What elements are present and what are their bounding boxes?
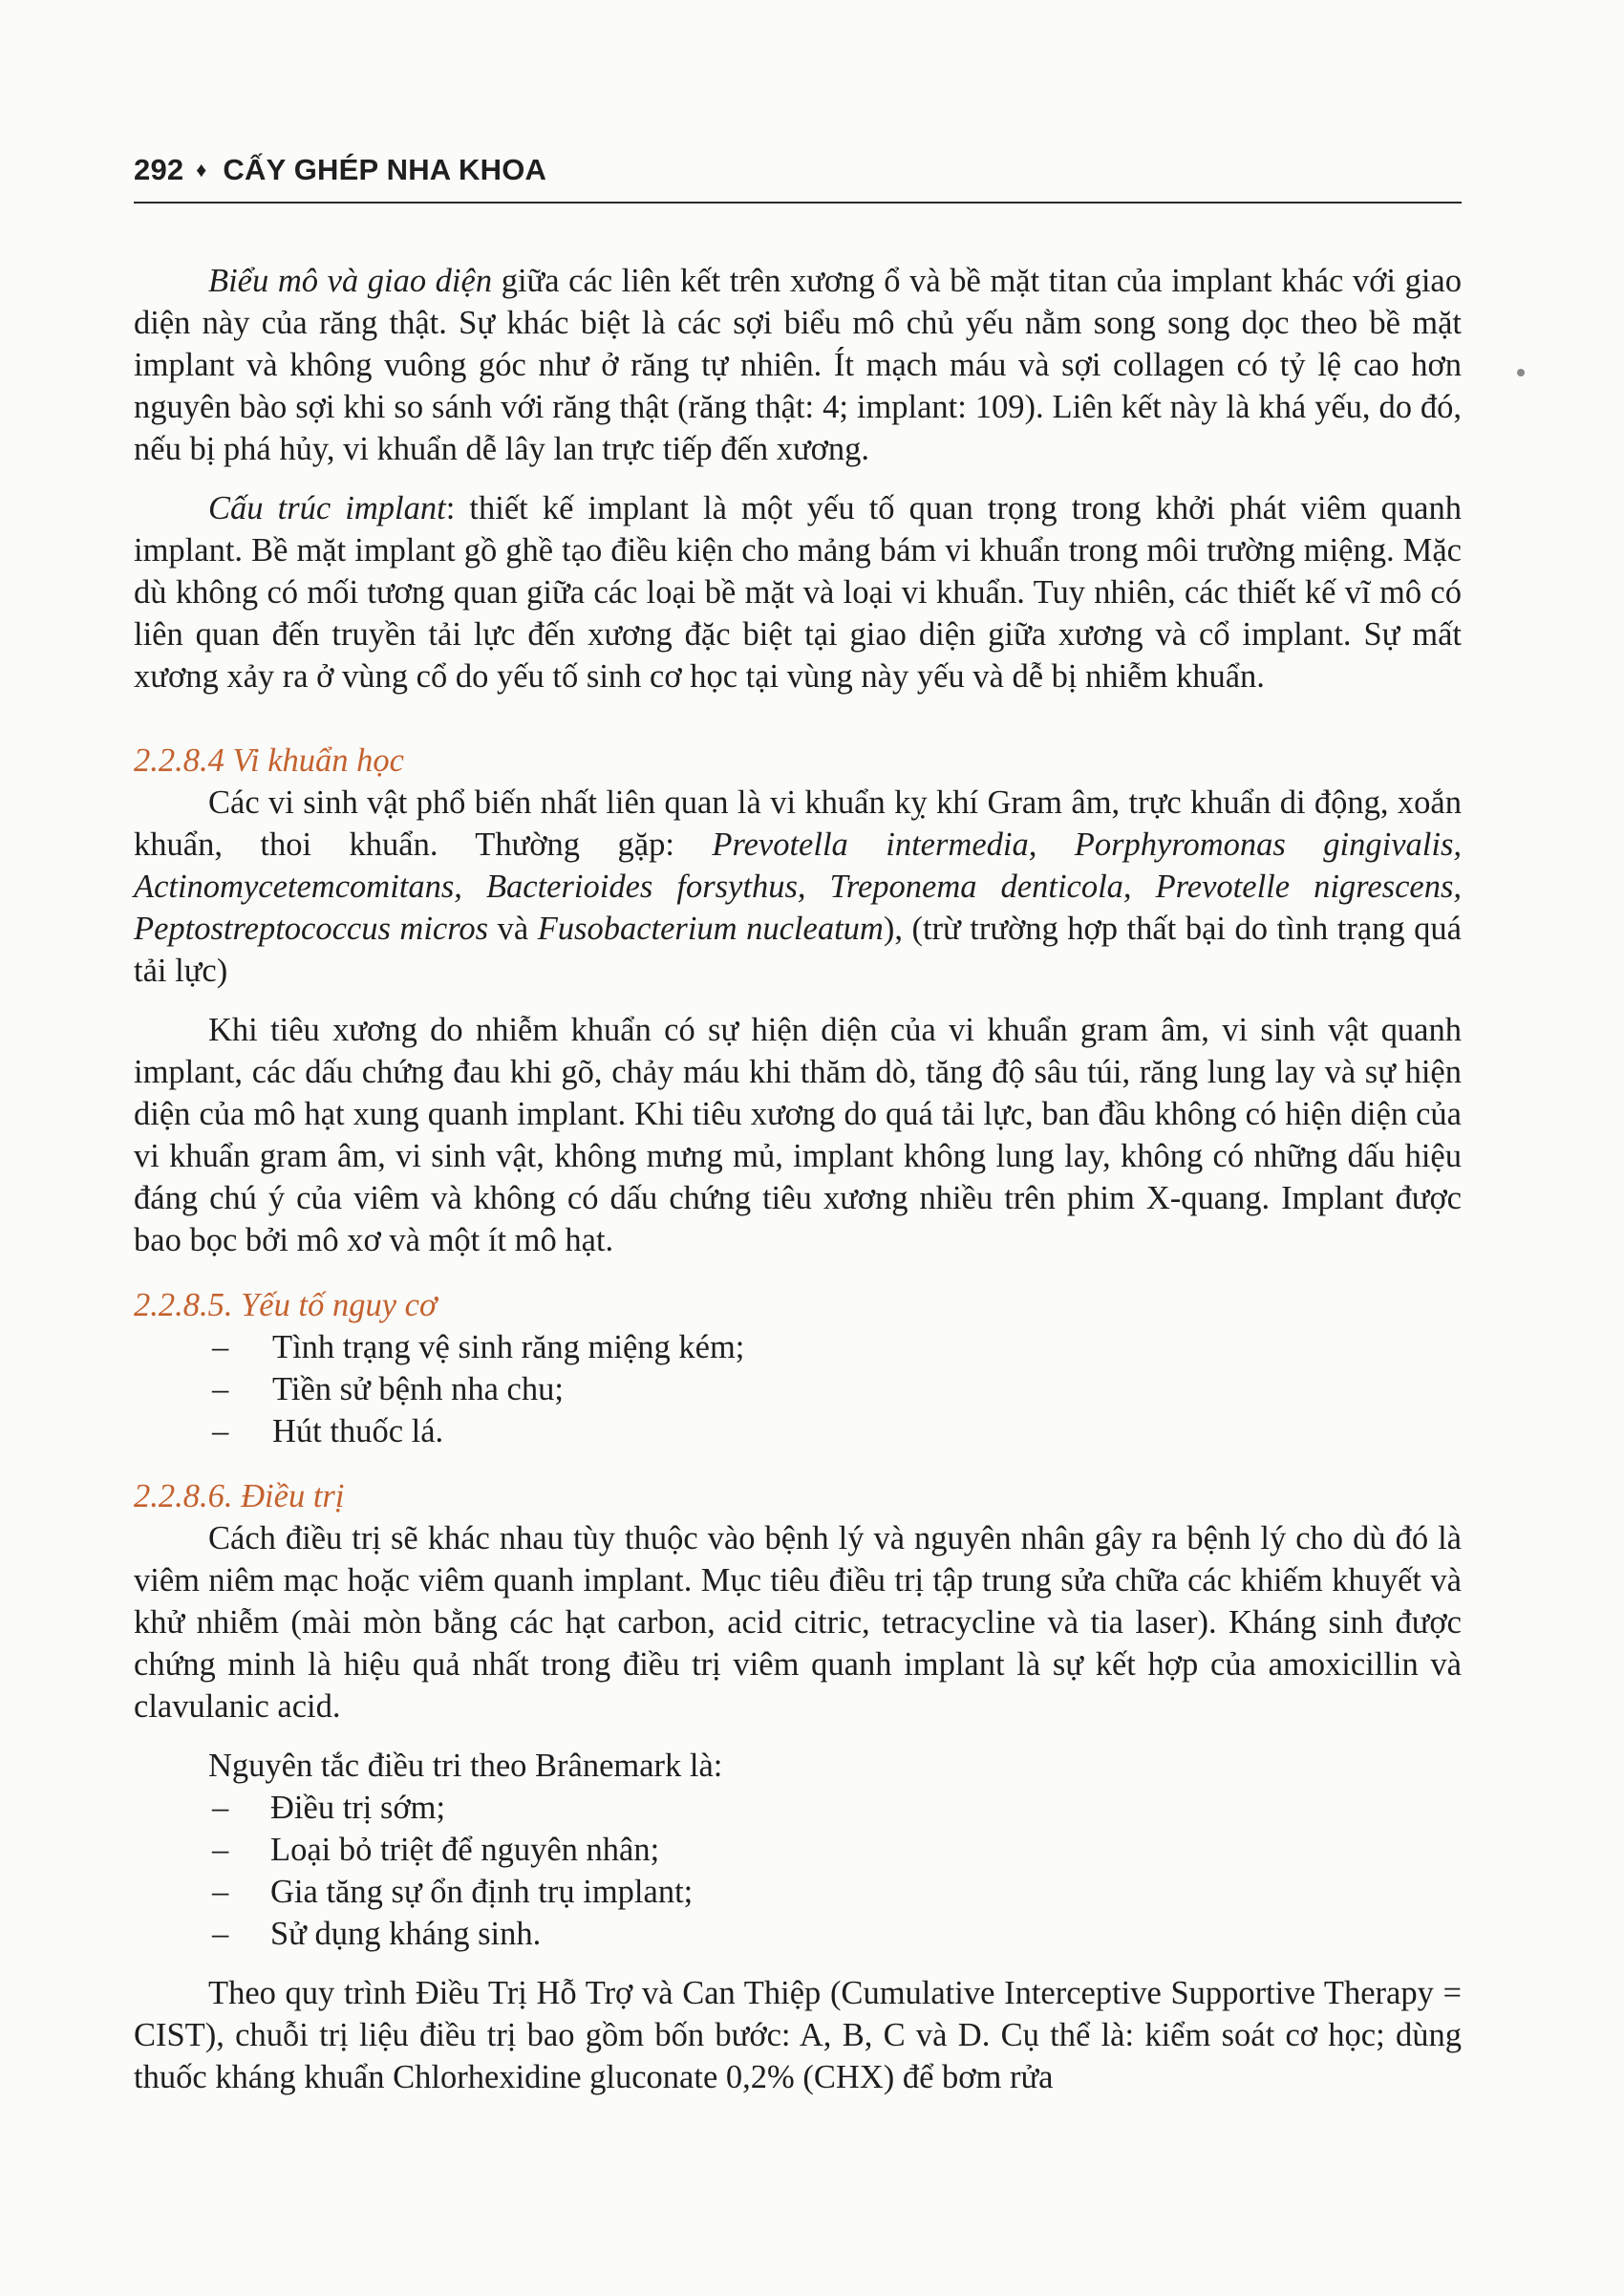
species-fusobacterium: Fusobacterium nucleatum: [537, 911, 884, 947]
paragraph-treatment: Cách điều trị sẽ khác nhau tùy thuộc vào bệnh lý và nguyên nhân gây ra bệnh lý cho dù đó là viêm niêm mạc hoặc viêm quanh implant. Mục tiêu điều trị tập trung sửa chữa các khiếm khuyết và khử nhiễm (mài mòn bằng các hạt carbon, acid citric, tetracycline và tia laser). Kháng sinh được chứng minh là hiệu quả nhất trong điều trị viêm quanh implant là sự kết hợp của amoxicillin và clavulanic acid.: [134, 1520, 1462, 1725]
species-list: Prevotella intermedia, Porphyromonas gingivalis, Actinomycetemcomitans, Bacterioides forsythus, Treponema denticola, Prevotelle nigrescens, Peptostreptococcus micros: [134, 826, 1463, 947]
list-item: – Hút thuốc lá.: [212, 1413, 444, 1449]
paragraph-cist: Theo quy trình Điều Trị Hỗ Trợ và Can Thiệp (Cumulative Interceptive Supportive Therapy = CIST), chuỗi trị liệu điều trị bao gồm bốn bước: A, B, C và D. Cụ thể là: kiểm soát cơ học; dùng thuốc kháng khuẩn Chlorhexidine gluconate 0,2% (CHX) để bơm rửa: [134, 1975, 1462, 2095]
heading-microbiology: 2.2.8.4 Vi khuẩn học: [134, 742, 404, 779]
paragraph-implant-structure: [134, 487, 1462, 697]
paragraph-lead: Biểu mô và giao diện: [208, 263, 493, 299]
paragraph-branemark: Nguyên tắc điều tri theo Brânemark là:: [208, 1748, 723, 1784]
body-text: [134, 260, 1462, 2098]
paragraph-epithelium: [134, 260, 1462, 470]
page-number: 292: [134, 153, 184, 186]
treatment-principles-list: [134, 1787, 1462, 1955]
list-item: – Điều trị sớm;: [212, 1790, 446, 1826]
list-item: – Tình trạng vệ sinh răng miệng kém;: [212, 1329, 745, 1365]
paragraph-microorganisms: Các vi sinh vật phổ biến nhất liên quan là vi khuẩn kỵ khí Gram âm, trực khuẩn di động, xoắn khuẩn, thoi khuẩn. Thường gặp: Prevotella intermedia, Porphyromonas gingivalis, Actinomycetemcomitans, Bacterioides forsythus, Treponema denticola, Prevotelle nigrescens, Peptostreptococcus micros và Fusobacterium nucleatum), (trừ trường hợp thất bại do tình trạng quá tải lực): [134, 784, 1463, 989]
list-item: – Gia tăng sự ổn định trụ implant;: [212, 1874, 694, 1910]
paragraph-text: giữa các liên kết trên xương ổ và bề mặt titan của implant khác với giao diện này của răng thật. Sự khác biệt là các sợi biểu mô chủ yếu nằm song song dọc theo bề mặt implant và không vuông góc như ở răng tự nhiên. Ít mạch máu và sợi collagen có tỷ lệ cao hơn nguyên bào sợi khi so sánh với răng thật (răng thật: 4; implant: 109). Liên kết này là khá yếu, do đó, nếu bị phá hủy, vi khuẩn dễ lây lan trực tiếp đến xương.: [134, 263, 1462, 467]
header-rule: [134, 202, 1462, 204]
diamond-icon: ♦: [196, 158, 207, 182]
margin-dot: [1517, 369, 1525, 376]
book-title: CẤY GHÉP NHA KHOA: [223, 153, 547, 186]
paragraph-bone-loss: Khi tiêu xương do nhiễm khuẩn có sự hiện diện của vi khuẩn gram âm, vi sinh vật quanh implant, các dấu chứng đau khi gõ, chảy máu khi thăm dò, tăng độ sâu túi, răng lung lay và sự hiện diện của mô hạt xung quanh implant. Khi tiêu xương do quá tải lực, ban đầu không có hiện diện của vi khuẩn gram âm, vi sinh vật, không mưng mủ, implant không lung lay, không có những dấu hiệu đáng chú ý của viêm và không có dấu chứng tiêu xương nhiều trên phim X-quang. Implant được bao bọc bởi mô xơ và một ít mô hạt.: [134, 1012, 1462, 1258]
list-item: – Sử dụng kháng sinh.: [212, 1916, 542, 1952]
paragraph-text: : thiết kế implant là một yếu tố quan trọng trong khởi phát viêm quanh implant. Bề mặt implant gồ ghề tạo điều kiện cho mảng bám vi khuẩn trong môi trường miệng. Mặc dù không có mối tương quan giữa các loại bề mặt và loại vi khuẩn. Tuy nhiên, các thiết kế vĩ mô có liên quan đến truyền tải lực đến xương đặc biệt tại giao diện giữa xương và cổ implant. Sự mất xương xảy ra ở vùng cổ do yếu tố sinh cơ học tại vùng này yếu và dễ bị nhiễm khuẩn.: [134, 490, 1462, 695]
heading-risk-factors: 2.2.8.5. Yếu tố nguy cơ: [134, 1287, 438, 1323]
risk-factor-list: [134, 1326, 1462, 1452]
paragraph-lead: Cấu trúc implant: [208, 490, 446, 526]
list-item: – Loại bỏ triệt để nguyên nhân;: [212, 1832, 660, 1868]
list-item: – Tiền sử bệnh nha chu;: [212, 1371, 564, 1407]
running-header: [134, 153, 1462, 187]
heading-treatment: 2.2.8.6. Điều trị: [134, 1478, 345, 1514]
